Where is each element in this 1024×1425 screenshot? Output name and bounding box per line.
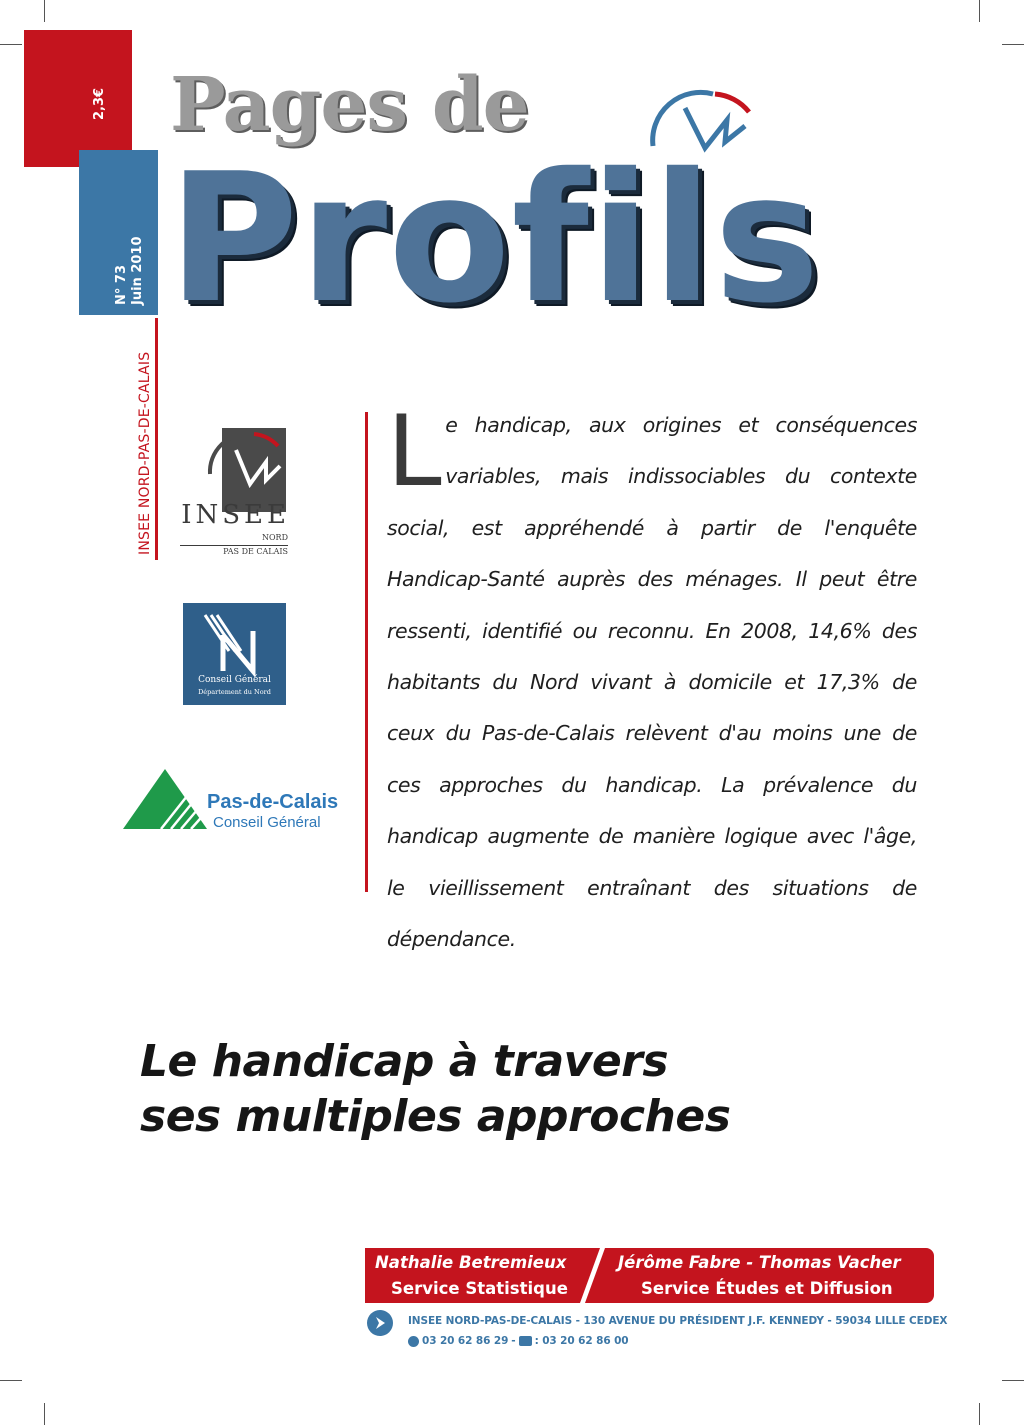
nord-mark-icon — [183, 607, 286, 677]
contact-phones — [408, 1331, 947, 1351]
pdc-sub: Conseil Général — [213, 814, 321, 831]
contact-block — [408, 1311, 947, 1351]
nord-line1: Conseil Général — [198, 675, 271, 685]
contact-fax: : 03 20 62 86 00 — [534, 1335, 629, 1347]
intro-rule — [365, 412, 368, 892]
service-2: Service Études et Diffusion — [641, 1279, 893, 1298]
intro-dropcap: L — [387, 395, 442, 509]
intro-text: e handicap, aux origines et conséquences variables, mais indissociables du contexte social, est appréhendé à partir de l'enquête Handicap-Santé auprès des ménages. Il peut être ressenti, identifié ou reconnu. En 2008, 14,6% des habitants du Nord vivant à domicile et 17,3% de ceux du Pas-de-Calais relèvent d'au moins une de ces approches du handicap. La prévalence du handicap augmente de manière logique avec l'âge, le vieillissement entraînant des situations de dépendance. — [387, 413, 917, 952]
crop-mark — [1002, 1380, 1024, 1381]
article-title-line2: ses multiples approches — [140, 1091, 731, 1142]
contact-phone: 03 20 62 86 29 — [422, 1335, 509, 1347]
intro-paragraph — [387, 395, 917, 965]
authors-2: Jérôme Fabre - Thomas Vacher — [618, 1253, 901, 1272]
issue-info — [114, 236, 146, 305]
insee-logo — [180, 428, 290, 563]
contact-separator: - — [511, 1335, 516, 1347]
pas-de-calais-logo — [121, 767, 351, 837]
crop-mark — [44, 1403, 45, 1425]
issue-date: Juin 2010 — [130, 236, 145, 305]
author-1: Nathalie Betremieux — [375, 1253, 567, 1272]
article-title — [140, 1034, 730, 1144]
nord-line2: Département du Nord — [198, 688, 271, 696]
crop-mark — [44, 0, 45, 22]
crop-mark — [0, 44, 22, 45]
crop-mark — [1002, 44, 1024, 45]
insee-region-line2: PAS DE CALAIS — [180, 545, 288, 556]
series-title-line2: Profils — [168, 135, 821, 342]
insee-name: INSEE — [181, 500, 290, 530]
phone-icon — [408, 1336, 419, 1347]
contact-address: INSEE NORD-PAS-DE-CALAIS - 130 AVENUE DU PRÉSIDENT J.F. KENNEDY - 59034 LILLE CEDEX — [408, 1315, 948, 1327]
publisher-vertical-label: INSEE NORD-PAS-DE-CALAIS — [137, 351, 153, 555]
issue-number: N° 73 — [114, 265, 129, 305]
price-label: 2,3€ — [92, 87, 107, 120]
arrow-right-icon — [366, 1309, 394, 1337]
conseil-general-nord-logo — [183, 603, 286, 705]
crop-mark — [979, 0, 980, 22]
pdc-mark-icon — [121, 767, 211, 831]
insee-arc-icon — [645, 84, 755, 164]
service-1: Service Statistique — [391, 1279, 568, 1298]
price-block — [24, 30, 132, 167]
authors-banner — [365, 1248, 934, 1303]
insee-region-line1: NORD — [262, 533, 288, 542]
crop-mark — [0, 1380, 22, 1381]
crop-mark — [979, 1403, 980, 1425]
article-title-line1: Le handicap à travers — [140, 1036, 669, 1087]
publisher-rule — [155, 318, 158, 560]
fax-icon — [519, 1336, 532, 1346]
series-title-line1: Pages de — [170, 62, 529, 148]
pdc-name: Pas-de-Calais — [207, 791, 339, 813]
